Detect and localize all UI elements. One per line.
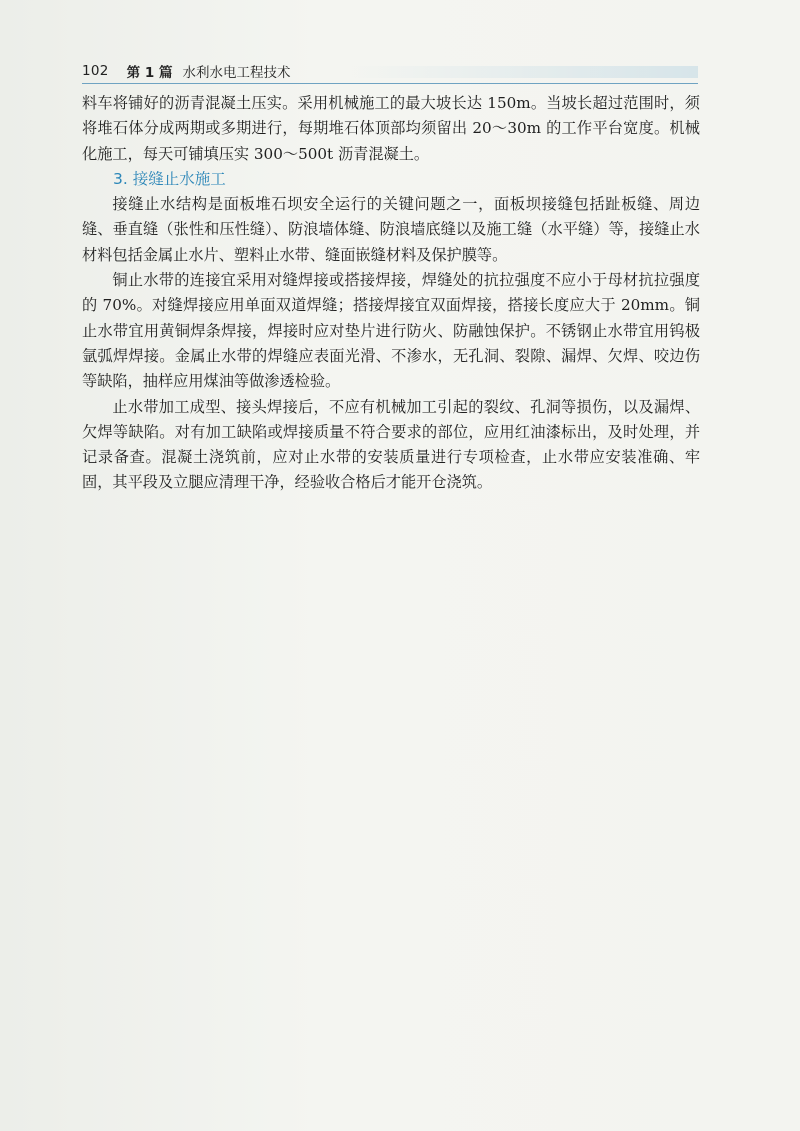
part-title: 水利水电工程技术 [182,65,291,81]
running-header [82,60,698,82]
continued-paragraph: 料车将铺好的沥青混凝土压实。采用机械施工的最大坡长达 150m。当坡长超过范围时，须将堆石体分成两期或多期进行，每期堆石体顶部均须留出 20～30m 的工作平台宽度。机械化施工，每天可铺填压实 300～500t 沥青混凝土。 [82,94,700,163]
paragraph-3: 止水带加工成型、接头焊接后，不应有机械加工引起的裂纹、孔洞等损伤，以及漏焊、欠焊等缺陷。对有加工缺陷或焊接质量不符合要求的部位，应用红油漆标出，及时处理，并记录备查。混凝土浇筑前，应对止水带的安装质量进行专项检查，止水带应安装准确、牢固，其平段及立腿应清理干净，经验收合格后才能开仓浇筑。 [82,397,700,492]
header-rule [82,83,698,84]
paragraph-1: 接缝止水结构是面板堆石坝安全运行的关键问题之一，面板坝接缝包括趾板缝、周边缝、垂直缝（张性和压性缝）、防浪墙体缝、防浪墙底缝以及施工缝（水平缝）等，接缝止水材料包括金属止水片、塑料止水带、缝面嵌缝材料及保护膜等。 [82,195,700,264]
page-body [82,91,700,496]
paragraph-2: 铜止水带的连接宜采用对缝焊接或搭接焊接，焊缝处的抗拉强度不应小于母材抗拉强度的 70%。对缝焊接应用单面双道焊缝；搭接焊接宜双面焊接，搭接长度应大于 20mm。铜止水带宜用黄铜焊条焊接，焊接时应对垫片进行防火、防融蚀保护。不锈钢止水带宜用钨极氩弧焊焊接。金属止水带的焊缝应表面光滑、不渗水，无孔洞、裂隙、漏焊、欠焊、咬边伤等缺陷，抽样应用煤油等做渗透检验。 [82,271,700,391]
page-number: 102 [82,63,109,79]
part-label: 第 1 篇 [126,65,173,81]
section-title: 3. 接缝止水施工 [113,169,226,188]
